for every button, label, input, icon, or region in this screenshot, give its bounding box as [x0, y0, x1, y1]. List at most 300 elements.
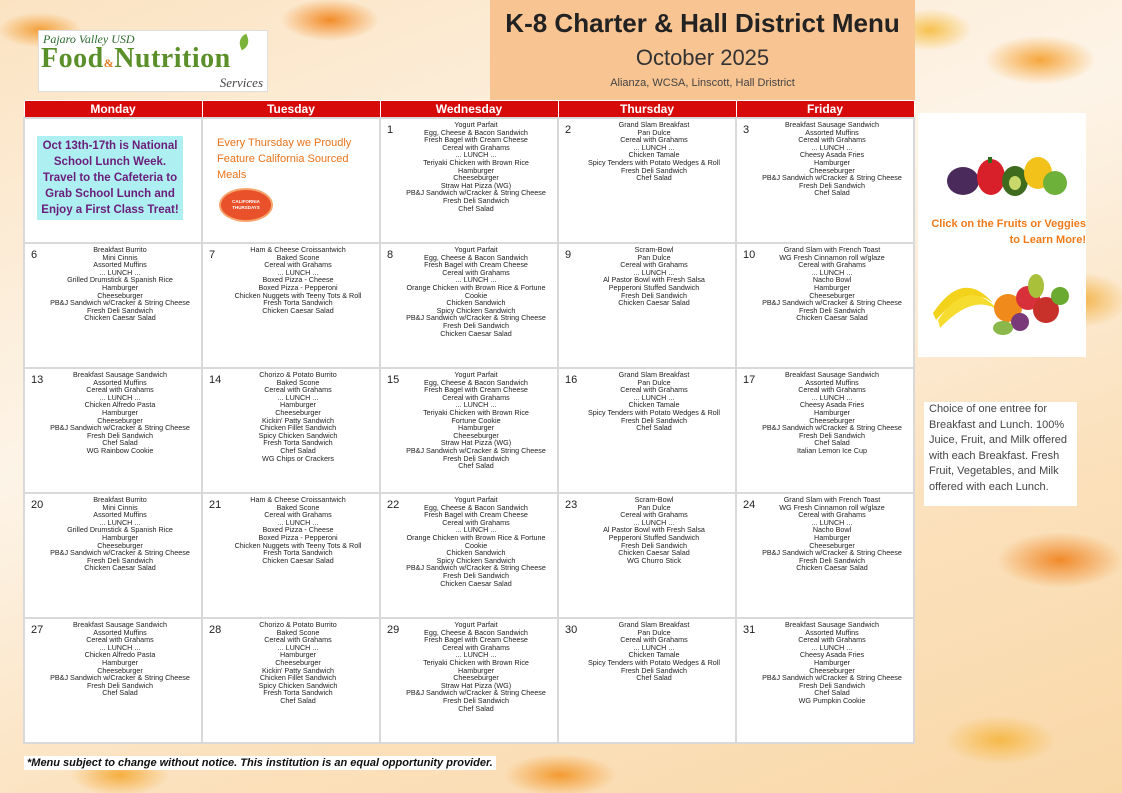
menu-item-label: Chicken Caesar Salad: [796, 313, 868, 323]
menu-item-label: Italian Lemon Ice Cup: [797, 445, 867, 455]
menu-item-label: ... LUNCH ...: [633, 392, 675, 402]
menu-items: [47, 621, 193, 697]
menu-item-label: Hamburger: [814, 157, 850, 167]
day-number: 9: [565, 249, 572, 261]
menu-item-label: Grand Slam Breakfast: [618, 120, 690, 129]
menu-item-label: Nacho Bowl: [812, 275, 852, 285]
day-number: 29: [387, 624, 400, 636]
menu-item-label: Cereal with Grahams: [620, 385, 688, 395]
menu-item-label: Cheeseburger: [97, 290, 143, 300]
menu-item-label: Pepperoni Stuffed Sandwich: [608, 532, 700, 542]
calendar-day-cell: [380, 493, 558, 618]
menu-item-label: Fresh Deli Sandwich: [621, 665, 687, 675]
menu-items: [225, 621, 371, 705]
menu-item-label: ... LUNCH ...: [455, 275, 497, 285]
day-number: 27: [31, 624, 44, 636]
menu-item-label: Fresh Deli Sandwich: [621, 415, 687, 425]
menu-item-label: Chicken Tamale: [628, 150, 680, 160]
menu-item-label: Kickin' Patty Sandwich: [261, 415, 335, 425]
menu-item-label: Hamburger: [814, 532, 850, 542]
menu-item-label: Yogurt Parfait: [454, 495, 498, 504]
menu-item-label: Straw Hat Pizza (WG): [440, 438, 512, 448]
menu-item-label: Cheeseburger: [97, 665, 143, 675]
menu-item-label: Hamburger: [458, 665, 494, 675]
menu-item-label: Boxed Pizza - Pepperoni: [258, 282, 338, 292]
california-thursday-note: Every Thursday we Proudly Feature California Sourced Meals: [217, 137, 352, 181]
menu-items: [47, 371, 193, 455]
menu-item: [47, 564, 193, 572]
menu-item-label: Fresh Bagel with Cream Cheese: [424, 635, 528, 645]
calendar-week-row: [24, 243, 914, 368]
calendar-day-cell: [736, 368, 914, 493]
menu-items: [581, 246, 727, 307]
menu-item-label: ... LUNCH ...: [633, 142, 675, 152]
menu-item-label: ... LUNCH ...: [633, 642, 675, 652]
menu-item-label: Cheeseburger: [809, 415, 855, 425]
menu-item-label: Chicken Caesar Salad: [440, 578, 512, 588]
day-number: 22: [387, 499, 400, 511]
menu-item: [403, 534, 549, 549]
menu-item-label: Fresh Bagel with Cream Cheese: [424, 510, 528, 520]
calendar-day-cell: [558, 243, 736, 368]
menu-item-label: Chicken Alfredo Pasta: [84, 650, 156, 660]
menu-items: [403, 496, 549, 587]
menu-item-label: Chef Salad: [636, 673, 672, 683]
calendar-day-cell: [24, 118, 202, 243]
menu-item-label: Cereal with Grahams: [442, 392, 510, 402]
schools-list: Alianza, WCSA, Linscott, Hall Dristrict: [610, 77, 795, 89]
calendar-day-cell: [558, 118, 736, 243]
day-number: 24: [743, 499, 756, 511]
menu-item-label: Cheeseburger: [97, 415, 143, 425]
menu-item-label: Egg, Cheese & Bacon Sandwich: [424, 377, 528, 387]
menu-item: [581, 674, 727, 682]
menu-item: [759, 564, 905, 572]
menu-item-label: PB&J Sandwich w/Cracker & String Cheese: [406, 313, 546, 323]
menu-item-label: PB&J Sandwich w/Cracker & String Cheese: [762, 673, 902, 683]
menu-item-label: Chef Salad: [102, 688, 138, 698]
menu-item: [759, 447, 905, 455]
menu-item-label: Cheesy Asada Fries: [799, 650, 865, 660]
menu-items: [403, 621, 549, 712]
fruits-veggies-box[interactable]: [918, 113, 1086, 357]
menu-item-label: Cereal with Grahams: [442, 142, 510, 152]
menu-item-label: ... LUNCH ...: [633, 267, 675, 277]
menu-item-label: Cereal with Grahams: [264, 260, 332, 270]
menu-item-label: ... LUNCH ...: [277, 517, 319, 527]
weekday-friday: Friday: [736, 101, 914, 119]
menu-item-label: Chicken Caesar Salad: [796, 563, 868, 573]
menu-item-label: Hamburger: [458, 165, 494, 175]
national-lunch-week-note: Oct 13th-17th is National School Lunch Week. Travel to the Cafeteria to Grab School Lunch and Enjoy a First Class Treat!: [37, 136, 183, 220]
menu-item-label: Assorted Muffins: [93, 510, 147, 520]
menu-item-label: Pepperoni Stuffed Sandwich: [608, 282, 700, 292]
menu-items: [225, 371, 371, 462]
calendar-day-cell: [202, 243, 380, 368]
calendar-day-cell: [558, 493, 736, 618]
day-number: 6: [31, 249, 38, 261]
menu-item-label: ... LUNCH ...: [455, 150, 497, 160]
day-number: 31: [743, 624, 756, 636]
menu-item-label: Fresh Deli Sandwich: [443, 695, 509, 705]
day-number: 2: [565, 124, 572, 136]
menu-item-label: Fresh Deli Sandwich: [87, 430, 153, 440]
menu-item-label: Assorted Muffins: [93, 377, 147, 387]
menu-item-label: Pan Dulce: [637, 252, 671, 262]
menu-item-label: PB&J Sandwich w/Cracker & String Cheese: [762, 423, 902, 433]
menu-item: [47, 314, 193, 322]
menu-item-label: Fresh Bagel with Cream Cheese: [424, 260, 528, 270]
menu-item-label: Fresh Deli Sandwich: [87, 305, 153, 315]
menu-items: [581, 371, 727, 432]
menu-item-label: PB&J Sandwich w/Cracker & String Cheese: [762, 173, 902, 183]
menu-items: [47, 496, 193, 572]
menu-item-label: Boxed Pizza - Cheese: [262, 275, 334, 285]
menu-item-label: Breakfast Sausage Sandwich: [785, 120, 879, 129]
menu-item-label: Cereal with Grahams: [798, 135, 866, 145]
menu-items: [759, 621, 905, 705]
day-number: 15: [387, 374, 400, 386]
calendar-day-cell: [380, 243, 558, 368]
menu-item-label: Straw Hat Pizza (WG): [440, 180, 512, 190]
page-title: K-8 Charter & Hall District Menu: [505, 8, 900, 38]
menu-item-label: Cheeseburger: [97, 540, 143, 550]
menu-item-label: Hamburger: [458, 423, 494, 433]
calendar-day-cell: [380, 118, 558, 243]
menu-items: [581, 496, 727, 564]
calendar-day-cell: [736, 118, 914, 243]
menu-item-label: ... LUNCH ...: [811, 517, 853, 527]
day-number: 10: [743, 249, 756, 261]
menu-item-label: Cheeseburger: [453, 173, 499, 183]
menu-item-label: Chef Salad: [102, 438, 138, 448]
menu-item-label: Chicken Caesar Salad: [262, 305, 334, 315]
menu-item-label: WG Pumpkin Cookie: [798, 695, 866, 705]
menu-item-label: PB&J Sandwich w/Cracker & String Cheese: [762, 298, 902, 308]
day-number: 1: [387, 124, 394, 136]
menu-item: [403, 705, 549, 713]
menu-item-label: Pan Dulce: [637, 127, 671, 137]
menu-item-label: Spicy Chicken Sandwich: [258, 430, 338, 440]
logo-brand: Food&Nutrition: [41, 43, 231, 74]
calendar-week-row: [24, 493, 914, 618]
menu-item-label: Cheeseburger: [809, 665, 855, 675]
menu-item-label: ... LUNCH ...: [99, 267, 141, 277]
vegetables-image[interactable]: [943, 143, 1068, 203]
menu-item: [581, 424, 727, 432]
menu-item: [225, 557, 371, 565]
menu-item-label: Mini Cinnis: [102, 502, 138, 512]
menu-item-label: PB&J Sandwich w/Cracker & String Cheese: [406, 688, 546, 698]
menu-item-label: ... LUNCH ...: [455, 650, 497, 660]
menu-item-label: Straw Hat Pizza (WG): [440, 680, 512, 690]
menu-item-label: Fresh Deli Sandwich: [443, 320, 509, 330]
menu-item-label: Pan Dulce: [637, 627, 671, 637]
menu-item-label: Cereal with Grahams: [86, 385, 154, 395]
menu-items: [581, 121, 727, 182]
menu-item: [47, 447, 193, 455]
menu-item-label: Cereal with Grahams: [798, 635, 866, 645]
day-number: 20: [31, 499, 44, 511]
menu-item-label: Cereal with Grahams: [264, 635, 332, 645]
menu-item-label: Spicy Tenders with Potato Wedges & Roll: [588, 157, 720, 167]
menu-item-label: Chicken Caesar Salad: [618, 548, 690, 558]
menu-item-label: ... LUNCH ...: [455, 525, 497, 535]
menu-item: [403, 284, 549, 299]
food-nutrition-logo: [38, 30, 268, 92]
menu-item-label: Chef Salad: [458, 203, 494, 213]
menu-item-label: ... LUNCH ...: [811, 142, 853, 152]
calendar-day-cell: [24, 493, 202, 618]
menu-item-label: Fresh Bagel with Cream Cheese: [424, 385, 528, 395]
calendar-day-cell: [24, 368, 202, 493]
weekday-thursday: Thursday: [558, 101, 736, 119]
menu-item-label: Baked Scone: [276, 377, 320, 387]
menu-item-label: Fresh Deli Sandwich: [799, 680, 865, 690]
menu-item-label: Breakfast Burrito: [93, 245, 147, 254]
menu-item-label: PB&J Sandwich w/Cracker & String Cheese: [762, 548, 902, 558]
menu-item-label: Grilled Drumstick & Spanish Rice: [67, 275, 173, 285]
menu-item-label: Chef Salad: [636, 423, 672, 433]
day-number: 17: [743, 374, 756, 386]
menu-item-label: Fresh Bagel with Cream Cheese: [424, 135, 528, 145]
menu-item-label: ... LUNCH ...: [811, 267, 853, 277]
day-number: 30: [565, 624, 578, 636]
menu-item-label: Cheeseburger: [275, 657, 321, 667]
menu-item-label: Hamburger: [814, 657, 850, 667]
menu-item-label: Grand Slam with French Toast: [783, 495, 881, 504]
menu-item-label: Cereal with Grahams: [442, 517, 510, 527]
menu-item-label: Chicken Sandwich: [446, 548, 506, 558]
menu-item: [225, 697, 371, 705]
menu-item-label: Breakfast Sausage Sandwich: [785, 370, 879, 379]
menu-item: [581, 299, 727, 307]
day-number: 8: [387, 249, 394, 261]
menu-item-label: Chef Salad: [280, 445, 316, 455]
menu-item-label: Grand Slam Breakfast: [618, 370, 690, 379]
weekday-wednesday: Wednesday: [380, 101, 558, 119]
menu-item: [403, 580, 549, 588]
weekday-tuesday: Tuesday: [202, 101, 380, 119]
calendar-day-cell: [202, 118, 380, 243]
menu-item-label: Cheeseburger: [453, 673, 499, 683]
menu-item-label: Boxed Pizza - Cheese: [262, 525, 334, 535]
menu-item-label: Cereal with Grahams: [798, 260, 866, 270]
menu-item-label: Cheeseburger: [809, 540, 855, 550]
menu-item-label: ... LUNCH ...: [277, 392, 319, 402]
calendar-day-cell: [558, 368, 736, 493]
menu-item-label: Chicken Fillet Sandwich: [259, 673, 337, 683]
menu-item-label: Cheeseburger: [809, 290, 855, 300]
menu-item-label: Chicken Caesar Salad: [84, 563, 156, 573]
menu-item-label: Fresh Torta Sandwich: [263, 438, 333, 448]
menu-item-label: Cereal with Grahams: [264, 385, 332, 395]
calendar-week-row: [24, 368, 914, 493]
menu-item-label: PB&J Sandwich w/Cracker & String Cheese: [50, 298, 190, 308]
menu-item-label: Chicken Nuggets with Teeny Tots & Roll: [234, 290, 362, 300]
menu-item-label: Cheesy Asada Fries: [799, 150, 865, 160]
menu-item-label: Fresh Torta Sandwich: [263, 298, 333, 308]
menu-item-label: Assorted Muffins: [805, 127, 859, 137]
menu-item-label: Cereal with Grahams: [620, 635, 688, 645]
menu-item-label: PB&J Sandwich w/Cracker & String Cheese: [406, 188, 546, 198]
menu-item-label: Hamburger: [102, 657, 138, 667]
day-number: 13: [31, 374, 44, 386]
menu-item-label: Fresh Deli Sandwich: [799, 430, 865, 440]
menu-item-label: Egg, Cheese & Bacon Sandwich: [424, 252, 528, 262]
menu-item-label: Assorted Muffins: [805, 377, 859, 387]
calendar-day-cell: [380, 368, 558, 493]
menu-item-label: Chef Salad: [458, 703, 494, 713]
menu-item-label: WG Churro Stick: [627, 555, 681, 565]
menu-items: [403, 371, 549, 470]
day-number: 23: [565, 499, 578, 511]
menu-item-label: ... LUNCH ...: [277, 267, 319, 277]
menu-item-label: Fresh Deli Sandwich: [443, 453, 509, 463]
calendar-day-cell: [24, 618, 202, 743]
menu-items: [403, 121, 549, 212]
menu-item-label: Cereal with Grahams: [442, 642, 510, 652]
menu-items: [759, 371, 905, 455]
menu-item-label: Cereal with Grahams: [620, 260, 688, 270]
calendar-day-cell: [202, 618, 380, 743]
menu-item-label: Cereal with Grahams: [620, 510, 688, 520]
menu-item-label: Yogurt Parfait: [454, 120, 498, 129]
weekday-header: [24, 101, 914, 119]
menu-item-label: Breakfast Sausage Sandwich: [785, 620, 879, 629]
menu-item-label: Grand Slam Breakfast: [618, 620, 690, 629]
menu-item-label: ... LUNCH ...: [277, 642, 319, 652]
menu-item-label: Cereal with Grahams: [442, 267, 510, 277]
month-title: October 2025: [635, 45, 770, 70]
menu-item-label: Chef Salad: [814, 438, 850, 448]
menu-item-label: Yogurt Parfait: [454, 370, 498, 379]
fruits-image[interactable]: [928, 258, 1078, 338]
menu-item-label: Chicken Tamale: [628, 650, 680, 660]
menu-item-label: Baked Scone: [276, 502, 320, 512]
menu-item-label: Hamburger: [280, 400, 316, 410]
menu-item-label: Chorizo & Potato Burrito: [259, 370, 337, 379]
menu-item-label: WG Rainbow Cookie: [86, 445, 154, 455]
menu-item-label: Fresh Deli Sandwich: [799, 180, 865, 190]
calendar-day-cell: [202, 493, 380, 618]
menu-item: [759, 189, 905, 197]
menu-item-label: Assorted Muffins: [805, 627, 859, 637]
calendar-day-cell: [558, 618, 736, 743]
menu-item-label: Hamburger: [280, 650, 316, 660]
menu-item-label: Scram-Bowl: [634, 245, 674, 254]
calendar-day-cell: [736, 243, 914, 368]
menu-items: [225, 496, 371, 564]
menu-item-label: Baked Scone: [276, 627, 320, 637]
menu-item-label: Chicken Caesar Salad: [262, 555, 334, 565]
menu-item-label: Fresh Deli Sandwich: [621, 165, 687, 175]
menu-item-label: Chicken Caesar Salad: [84, 313, 156, 323]
day-number: 28: [209, 624, 222, 636]
menu-item-label: Hamburger: [814, 282, 850, 292]
menu-item-label: Spicy Chicken Sandwich: [436, 305, 516, 315]
click-fruits-veggies-text[interactable]: Click on the Fruits or Veggies to Learn More!: [931, 218, 1086, 246]
menu-item-label: Cheeseburger: [275, 407, 321, 417]
menu-item: [47, 689, 193, 697]
menu-item-label: Kickin' Patty Sandwich: [261, 665, 335, 675]
menu-item-label: Fresh Deli Sandwich: [621, 540, 687, 550]
menu-item-label: Fresh Deli Sandwich: [443, 195, 509, 205]
menu-item-label: Cheeseburger: [453, 430, 499, 440]
menu-item-label: Spicy Chicken Sandwich: [258, 680, 338, 690]
menu-item-label: Yogurt Parfait: [454, 245, 498, 254]
menu-item-label: Fortune Cookie: [451, 415, 501, 425]
menu-item-label: Chicken Nuggets with Teeny Tots & Roll: [234, 540, 362, 550]
menu-item-label: ... LUNCH ...: [455, 400, 497, 410]
menu-item-label: PB&J Sandwich w/Cracker & String Cheese: [406, 445, 546, 455]
menu-item: [403, 205, 549, 213]
menu-item-label: Cereal with Grahams: [620, 135, 688, 145]
menu-item-label: Egg, Cheese & Bacon Sandwich: [424, 627, 528, 637]
calendar-day-cell: [736, 493, 914, 618]
menu-item-label: Chicken Alfredo Pasta: [84, 400, 156, 410]
day-number: 7: [209, 249, 216, 261]
menu-items: [759, 121, 905, 197]
menu-item-label: Chicken Sandwich: [446, 298, 506, 308]
menu-item-label: Egg, Cheese & Bacon Sandwich: [424, 502, 528, 512]
menu-item-label: Hamburger: [814, 407, 850, 417]
menu-items: [225, 246, 371, 314]
menu-item-label: Cereal with Grahams: [798, 510, 866, 520]
menu-item-label: Chef Salad: [814, 688, 850, 698]
menu-item-label: Breakfast Sausage Sandwich: [73, 620, 167, 629]
menu-item-label: Chicken Fillet Sandwich: [259, 423, 337, 433]
menu-items: [403, 246, 549, 337]
menu-item: [581, 557, 727, 565]
leaf-icon: [237, 34, 251, 51]
calendar-week-row: [24, 618, 914, 743]
menu-item-label: Boxed Pizza - Pepperoni: [258, 532, 338, 542]
menu-item-label: Fresh Deli Sandwich: [799, 305, 865, 315]
menu-item-label: Orange Chicken with Brown Rice & Fortune Cookie: [406, 532, 546, 550]
menu-item: [225, 455, 371, 463]
menu-item-label: ... LUNCH ...: [99, 642, 141, 652]
menu-item-label: Mini Cinnis: [102, 252, 138, 262]
menu-items: [581, 621, 727, 682]
menu-item-label: Chicken Caesar Salad: [440, 328, 512, 338]
menu-item-label: Grand Slam with French Toast: [783, 245, 881, 254]
logo-district: Pajaro Valley USD: [43, 32, 135, 46]
menu-item-label: Fresh Torta Sandwich: [263, 548, 333, 558]
menu-item-label: Chicken Tamale: [628, 400, 680, 410]
menu-item-label: Teriyaki Chicken with Brown Rice: [423, 157, 529, 167]
menu-item-label: Nacho Bowl: [812, 525, 852, 535]
menu-item-label: Cereal with Grahams: [86, 635, 154, 645]
menu-item-label: ... LUNCH ...: [633, 517, 675, 527]
day-number: 21: [209, 499, 222, 511]
title-box: [490, 0, 915, 100]
menu-item-label: Breakfast Sausage Sandwich: [73, 370, 167, 379]
menu-item-label: Assorted Muffins: [93, 627, 147, 637]
weekday-monday: Monday: [24, 101, 202, 119]
menu-item-label: Chef Salad: [814, 188, 850, 198]
menu-items: [759, 496, 905, 572]
menu-item-label: WG Chips or Crackers: [262, 453, 334, 463]
menu-item-label: Pan Dulce: [637, 502, 671, 512]
menu-item-label: PB&J Sandwich w/Cracker & String Cheese: [406, 563, 546, 573]
menu-item-label: Assorted Muffins: [93, 260, 147, 270]
menu-item-label: Cereal with Grahams: [798, 385, 866, 395]
menu-item-label: Fresh Deli Sandwich: [799, 555, 865, 565]
menu-item-label: Teriyaki Chicken with Brown Rice: [423, 407, 529, 417]
menu-item-label: Pan Dulce: [637, 377, 671, 387]
menu-item-label: Orange Chicken with Brown Rice & Fortune Cookie: [406, 282, 546, 300]
